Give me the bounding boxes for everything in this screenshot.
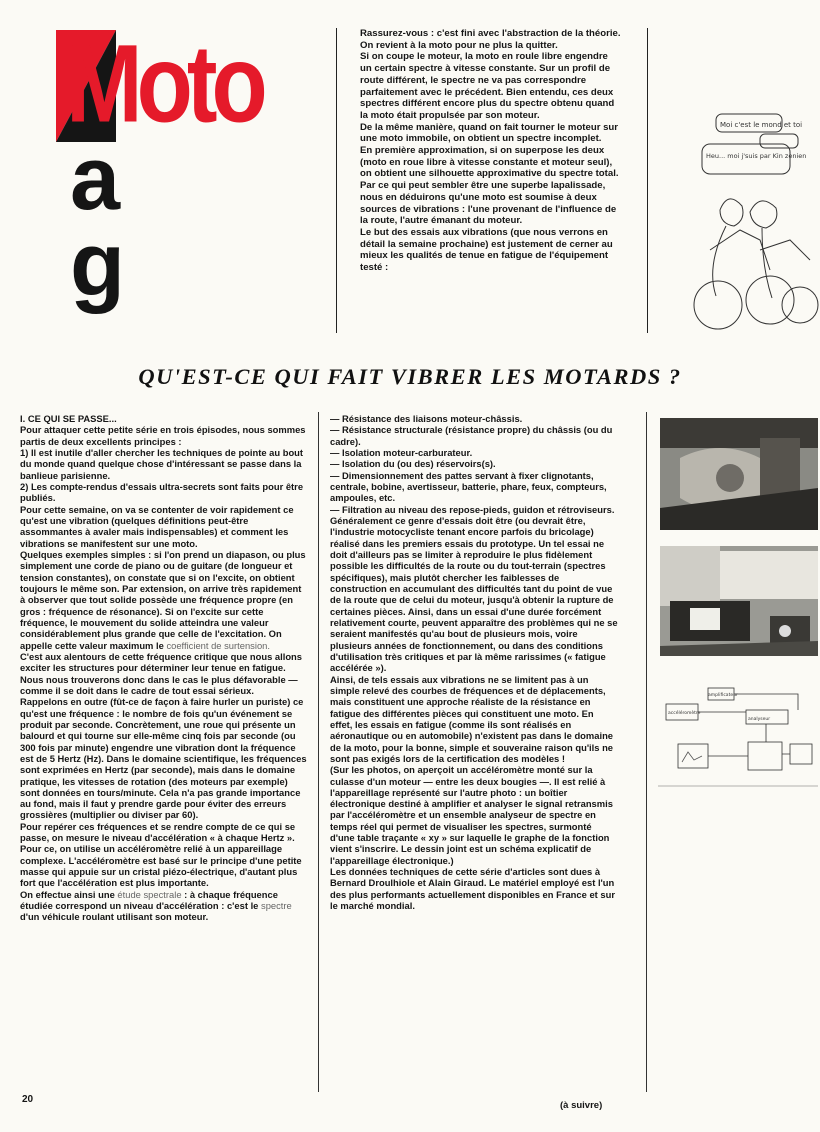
list-item: — Résistance des liaisons moteur-châssis. bbox=[330, 413, 523, 424]
paragraph: C'est aux alentours de cette fréquence critique que nous allons exciter les structures pour déterminer leur tenue en fatigue. Nous nous trouverons donc dans le cas le plus défavorable — comme il se doit dans le cadre de tout essai sérieux. bbox=[20, 650, 302, 696]
paragraph: Généralement ce genre d'essais doit être (ou devrait être, l'industrie motocycliste tenant encore parfois du bricolage) réalisé dans les premiers essais du prototype. Un tel essai ne doit d'ailleurs pas se limiter à reproduire le plus fidèlement possible les difficultés de la route ou du tout-terrain (spectres spécifiques), mais plutôt chercher les faiblesses de construction en accumulant des difficultés tant du point de vue de la route que de celui du moteur, jusqu'à obtenir la rupture de certaines pièces. Ainsi, dans un essai d'une durée forcément relativement courte, peuvent apparaître des problèmes qui ne se seraient manifestés qu'au bout de plusieurs mois, voire plusieurs années de fonctionnement, ou dans des conditions d'utilisation très critiques et par là même rarissimes (« fatigue accélérée »). bbox=[330, 514, 618, 674]
equipment-schema bbox=[658, 684, 818, 800]
paragraph: Les données techniques de cette série d'articles sont dues à Bernard Droulhiole et Alain Giraud. Le matériel employé est l'un des plus performants actuellement disponibles en France et sur le marché mondial. bbox=[330, 866, 615, 912]
paragraph-text: On effectue ainsi une bbox=[20, 888, 115, 900]
intro-paragraph: De la même manière, quand on fait tourner le moteur sur une moto immobile, on obtient un spectre incomplet. bbox=[360, 121, 619, 145]
list-item: — Filtration au niveau des repose-pieds, guidon et rétroviseurs. bbox=[330, 503, 615, 515]
cartoon-bubble-2: Heu... moi j'suis par Kin zenien bbox=[706, 152, 807, 160]
section-heading: I. CE QUI SE PASSE... bbox=[20, 413, 117, 424]
paragraph: Pour repérer ces fréquences et se rendre compte de ce qui se passe, on mesure le niveau d'accélération « à chaque Hertz ». Pour ce, on utilise un accéléromètre relié à un appareillage complexe. L'accéléromètre est basé sur le principe d'une petite masse qui appuie sur un cristal piézo-électrique, d'autant plus fort que l'accélération est plus importante. bbox=[20, 820, 302, 889]
logo-word-moto: Moto bbox=[66, 23, 262, 146]
paragraph: 1) Il est inutile d'aller chercher les techniques de pointe au bout du monde quand quelque chose d'intéressant se passe dans la banlieue parisienne. bbox=[20, 446, 304, 481]
article-column-1 bbox=[20, 413, 307, 923]
equipment-photo bbox=[660, 546, 818, 656]
article-column-2 bbox=[330, 413, 618, 911]
list-item: — Dimensionnement des pattes servant à fixer clignotants, centrale, bobine, avertisseur, batterie, phare, feux, compteurs, ampoules, etc. bbox=[330, 469, 607, 504]
paragraph: Rappelons en outre (fût-ce de façon à faire hurler un puriste) ce qu'est une fréquence : le nombre de fois qu'un événement se produit par seconde. Concrètement, une roue qui présente un balourd et qui tourne sur elle-même cinq fois par seconde (ou 300 fois par minute) engendre une vibration dont la fréquence est de 5 Hertz (Hz). Dans le domaine scientifique, les fréquences sont exprimées en Hertz (par seconde), mais dans le domaine pratique, les vitesses de rotation (des moteurs par exemple) sont données en tours/minute. Cela n'a pas grande importance au fond, mais il faut y prendre garde pour éviter des erreurs grossières (multiplier ou diviser par 60). bbox=[20, 696, 307, 821]
list-item: — Isolation moteur-carburateur. bbox=[330, 446, 473, 458]
paragraph-text: Quelques exemples simples : si l'on prend un diapason, ou plus simplement une corde de piano ou de guitare (de longueur et tension constantes), on constate que si on l'excite, on obtient toujours le même son. Par extension, on arrive très rapidement à observer que tout solide possède une fréquence propre (en gros : fréquence de résonance). Si on l'excite sur cette fréquence, le mouvement du solide atteindra une valeur considérablement plus grande que celle de l'excitation. On appelle cette valeur maximum le bbox=[20, 548, 306, 651]
engine-photo bbox=[660, 418, 818, 530]
paragraph: 2) Les compte-rendus d'essais ultra-secrets sont faits pour être publiés. bbox=[20, 480, 304, 504]
intro-paragraph: Rassurez-vous : c'est fini avec l'abstraction de la théorie. On revient à la moto pour ne plus la quitter. bbox=[360, 28, 621, 51]
paragraph bbox=[20, 889, 307, 923]
page-number: 20 bbox=[22, 1094, 34, 1105]
intro-paragraph: Par ce qui peut sembler être une superbe lapalissade, nous en déduirons qu'une moto est soumise à deux sources de vibrations : l'une provenant de l'influence de la route, l'autre émanant du moteur. bbox=[360, 180, 617, 227]
cartoon-bubble-1: Moi c'est le mond et toi bbox=[720, 121, 803, 129]
column-divider bbox=[647, 28, 648, 333]
column-divider bbox=[318, 412, 319, 1092]
paragraph: (Sur les photos, on aperçoit un accéléromètre monté sur la culasse d'un moteur — entre les deux bougies —. Il est relié à l'appareillage représenté sur l'autre photo : un boîtier électronique destiné à amplifier et analyser le signal retransmis par l'accéléromètre et un ensemble analyseur de spectre en temps réel qui permet de visualiser les spectres, surmonté d'une table traçante « xy » sur laquelle le graphe de la fonction vient s'inscrire. Le dessin joint est un schéma explicatif de l'appareillage électronique.) bbox=[330, 764, 613, 866]
intro-paragraph: En première approximation, si on superpose les deux (moto en roue libre à vitesse constante et moteur seul), on obtient une silhouette approximative du spectre total. bbox=[360, 145, 619, 180]
magazine-logo bbox=[56, 23, 326, 330]
schema-label: analyseur bbox=[748, 717, 771, 722]
logo-moto bbox=[56, 23, 326, 146]
list-item: — Résistance structurale (résistance propre) du châssis (ou du cadre). bbox=[330, 424, 613, 447]
highlight-term: spectre bbox=[261, 900, 292, 912]
article-title: QU'EST-CE QUI FAIT VIBRER LES MOTARDS ? bbox=[138, 364, 682, 389]
paragraph: Ainsi, de tels essais aux vibrations ne se limitent pas à un simple relevé des courbes de fréquences et de déplacements, mais constituent une approche réaliste de la résistance en fatigue des différentes pièces qui constituent une moto. En effet, les essais en fatigue (comme ils sont réalisés en aéronautique ou en automobile) n'existent pas dans le domaine de la moto, pour la bonne, simple et souveraine raison qu'ils ne sont pas exigés lors de la certification des modèles ! bbox=[330, 673, 614, 764]
intro-paragraph: Le but des essais aux vibrations (que nous verrons en détail la semaine prochaine) est justement de cerner au mieux les qualités de tenue en fatigue de l'équipement testé : bbox=[360, 226, 613, 274]
paragraph-text: d'un véhicule roulant utilisant son moteur. bbox=[20, 911, 209, 923]
intro-paragraph: Si on coupe le moteur, la moto en roule libre engendre un certain spectre à vitesse constante. Sur un profil de route différent, le spectre ne va pas correspondre parfaitement avec le précédent. Bien entendu, ces deux spectres différent encore plus du spectre obtenu quand la moto était propulsée par son moteur. bbox=[360, 51, 615, 121]
paragraph bbox=[20, 549, 307, 651]
column-divider bbox=[336, 28, 337, 333]
highlight-term: coefficient de surtension. bbox=[166, 639, 270, 651]
to-be-continued: (à suivre) bbox=[560, 1100, 603, 1111]
logo-letter-g: g bbox=[70, 215, 125, 315]
intro-text bbox=[360, 28, 622, 274]
cartoon-illustration bbox=[650, 100, 820, 332]
schema-label: accéléromètre bbox=[668, 711, 701, 716]
list-item: — Isolation du (ou des) réservoirs(s). bbox=[330, 458, 496, 470]
paragraph: Pour cette semaine, on va se contenter de voir rapidement ce qu'est une vibration (quelques définitions peut-être assommantes à avaler mais indispensables) et comment les vibrations se manifestent sur une moto. bbox=[20, 503, 294, 549]
highlight-term: étude spectrale bbox=[117, 888, 182, 900]
column-divider bbox=[646, 412, 647, 1092]
paragraph-text: : à chaque fréquence étudiée correspond un niveau d'accélération : c'est le bbox=[20, 888, 278, 912]
paragraph: Pour attaquer cette petite série en trois épisodes, nous sommes partis de deux excellents principes : bbox=[20, 424, 306, 447]
logo-letter-a: a bbox=[70, 129, 121, 229]
schema-label: amplificateur bbox=[708, 693, 738, 698]
